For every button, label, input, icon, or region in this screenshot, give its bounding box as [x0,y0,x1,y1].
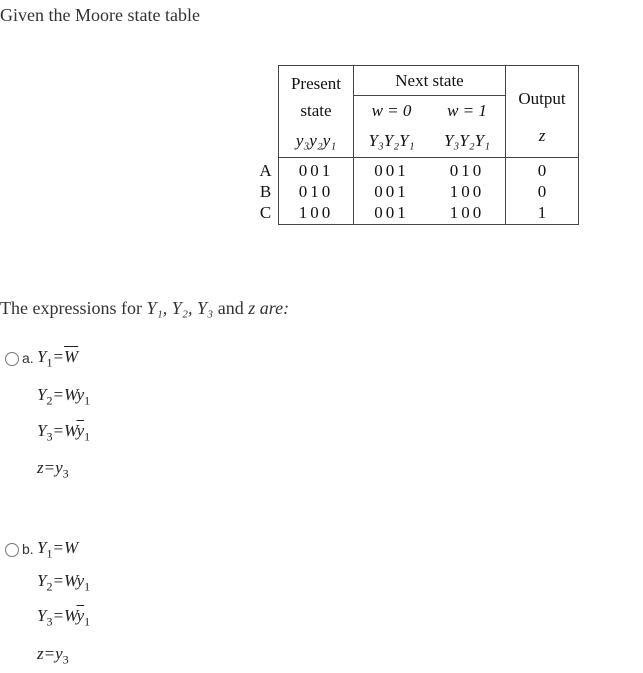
z-c: 1 [506,202,579,224]
z-a: 0 [506,158,579,182]
option-a-eq3: $Y_3=W\overline{y}_1$ [37,421,91,444]
option-b-letter[interactable]: b. [22,541,34,557]
option-b-eq2: $Y_2=Wy_1$ [37,571,91,594]
present-vars: y₃y₂y₁ [279,126,354,158]
header-w0: w = 0 [354,96,430,126]
next1-b: 100 [429,181,506,202]
header-output: Output [506,66,579,126]
header-next-state: Next state [354,66,506,96]
header-present: Present [279,66,354,96]
next0-b: 001 [374,181,409,201]
question-tail: are: [259,298,290,318]
next0-a: 001 [374,161,409,180]
prompt-text: Given the Moore state table [0,5,200,25]
present-c: 100 [279,202,354,224]
question-vars: Y₁, Y₂, Y₃ [146,298,214,318]
header-z: z [506,126,579,158]
option-b-eq4: $z=y_3$ [37,644,69,667]
present-b: 010 [279,181,354,202]
next-vars-w1: Y₃Y₂Y₁ [429,126,506,158]
option-b-radio[interactable] [5,543,19,557]
option-b-eq3: $Y_3=W\overline{y}_1$ [37,606,91,629]
question-and: and [217,298,244,318]
option-a-radio[interactable] [5,352,19,366]
next-vars-w0: Y₃Y₂Y₁ [354,126,430,158]
row-label-b: B [259,181,272,201]
option-a-eq4: $z=y_3$ [37,458,69,481]
next1-a: 010 [429,158,506,182]
next1-c: 100 [429,202,506,224]
row-label-c: C [259,203,272,222]
option-a-eq2: $Y_2=Wy_1$ [37,385,91,408]
z-b: 0 [506,181,579,202]
present-a: 001 [279,158,354,182]
option-a-eq1: $Y_1=\overline{W}$ [37,347,79,370]
question-lead: The expressions for [0,298,142,318]
moore-state-table [253,65,579,225]
next0-c: 001 [354,202,430,224]
row-label-a: A [259,160,272,180]
option-a-letter[interactable]: a. [22,350,34,366]
question-z: z [248,298,256,318]
question-text [0,298,289,319]
option-b-eq1: $Y_1=W$ [37,538,79,561]
header-w1: w = 1 [429,96,506,126]
header-state: state [279,96,354,126]
